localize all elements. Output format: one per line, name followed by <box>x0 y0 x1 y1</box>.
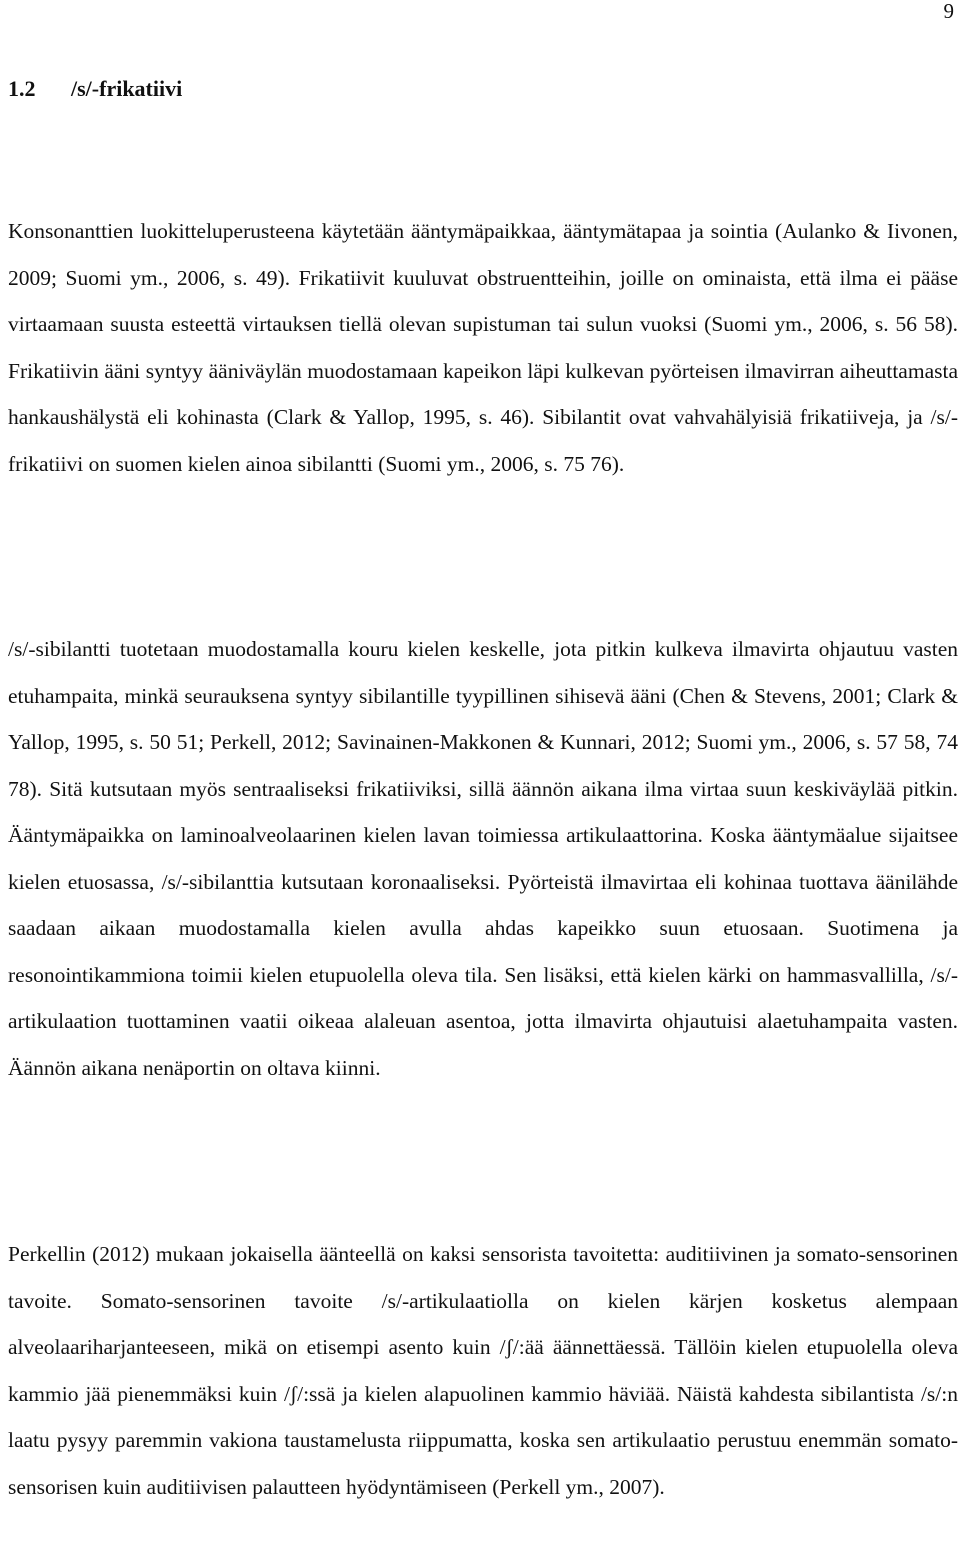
page-number: 9 <box>943 0 954 23</box>
section-heading <box>8 76 182 102</box>
paragraph-s-sibilant-production: /s/-sibilantti tuotetaan muodostamalla kouru kielen keskelle, jota pitkin kulkeva ilmavirta ohjautuu vasten etuhampaita, minkä seurauksena syntyy sibilantille tyypillinen sihisevä ääni (Chen & Stevens, 2001; Clark & Yallop, 1995, s. 50 51; Perkell, 2012; Savinainen-Makkonen & Kunnari, 2012; Suomi ym., 2006, s. 57 58, 74 78). Sitä kutsutaan myös sentraaliseksi frikatiiviksi, sillä äännön aikana ilma virtaa suun keskiväylää pitkin. Ääntymäpaikka on laminoalveolaarinen kielen lavan toimiessa artikulaattorina. Koska ääntymäalue sijaitsee kielen etuosassa, /s/-sibilanttia kutsutaan koronaaliseksi. Pyörteistä ilmavirtaa eli kohinaa tuottava äänilähde saadaan aikaan muodostamalla kielen avulla ahdas kapeikko suun etuosaan. Suotimena ja resonointikammiona toimii kielen etupuolella oleva tila. Sen lisäksi, että kielen kärki on hammasvallilla, /s/-artikulaation tuottaminen vaatii oikeaa alaleuan asentoa, jotta ilmavirta ohjautuisi alaetuhampaita vasten. Äännön aikana nenäportin on oltava kiinni. <box>8 637 958 1080</box>
paragraph-perkell-sensory-targets: Perkellin (2012) mukaan jokaisella äänteellä on kaksi sensorista tavoitetta: auditiivinen ja somato-sensorinen tavoite. Somato-sensorinen tavoite /s/-artikulaatiolla on kielen kärjen kosketus alempaan alveolaariharjanteeseen, mikä on etisempi asento kuin /ʃ/:ää äännettäessä. Tällöin kielen etupuolella oleva kammio jää pienemmäksi kuin /ʃ/:ssä ja kielen alapuolinen kammio häviää. Näistä kahdesta sibilantista /s/:n laatu pysyy paremmin vakiona taustamelusta riippumatta, koska sen artikulaatio perustuu enemmän somato-sensorisen kuin auditiivisen palautteen hyödyntämiseen (Perkell ym., 2007). <box>8 1242 958 1499</box>
section-number: 1.2 <box>8 76 36 101</box>
section-title: /s/-frikatiivi <box>71 76 183 101</box>
paragraph-consonant-classification: Konsonanttien luokitteluperusteena käytetään ääntymäpaikkaa, ääntymätapaa ja sointia (Aulanko & Iivonen, 2009; Suomi ym., 2006, s. 49). Frikatiivit kuuluvat obstruentteihin, joille on ominaista, että ilma ei pääse virtaamaan suusta esteettä virtauksen tiellä olevan supistuman tai sulun vuoksi (Suomi ym., 2006, s. 56 58). Frikatiivin ääni syntyy ääniväylän muodostamaan kapeikon läpi kulkevan pyörteisen ilmavirran aiheuttamasta hankaushälystä eli kohinasta (Clark & Yallop, 1995, s. 46). Sibilantit ovat vahvahälyisiä frikatiiveja, ja /s/-frikatiivi on suomen kielen ainoa sibilantti (Suomi ym., 2006, s. 75 76). <box>8 219 958 476</box>
